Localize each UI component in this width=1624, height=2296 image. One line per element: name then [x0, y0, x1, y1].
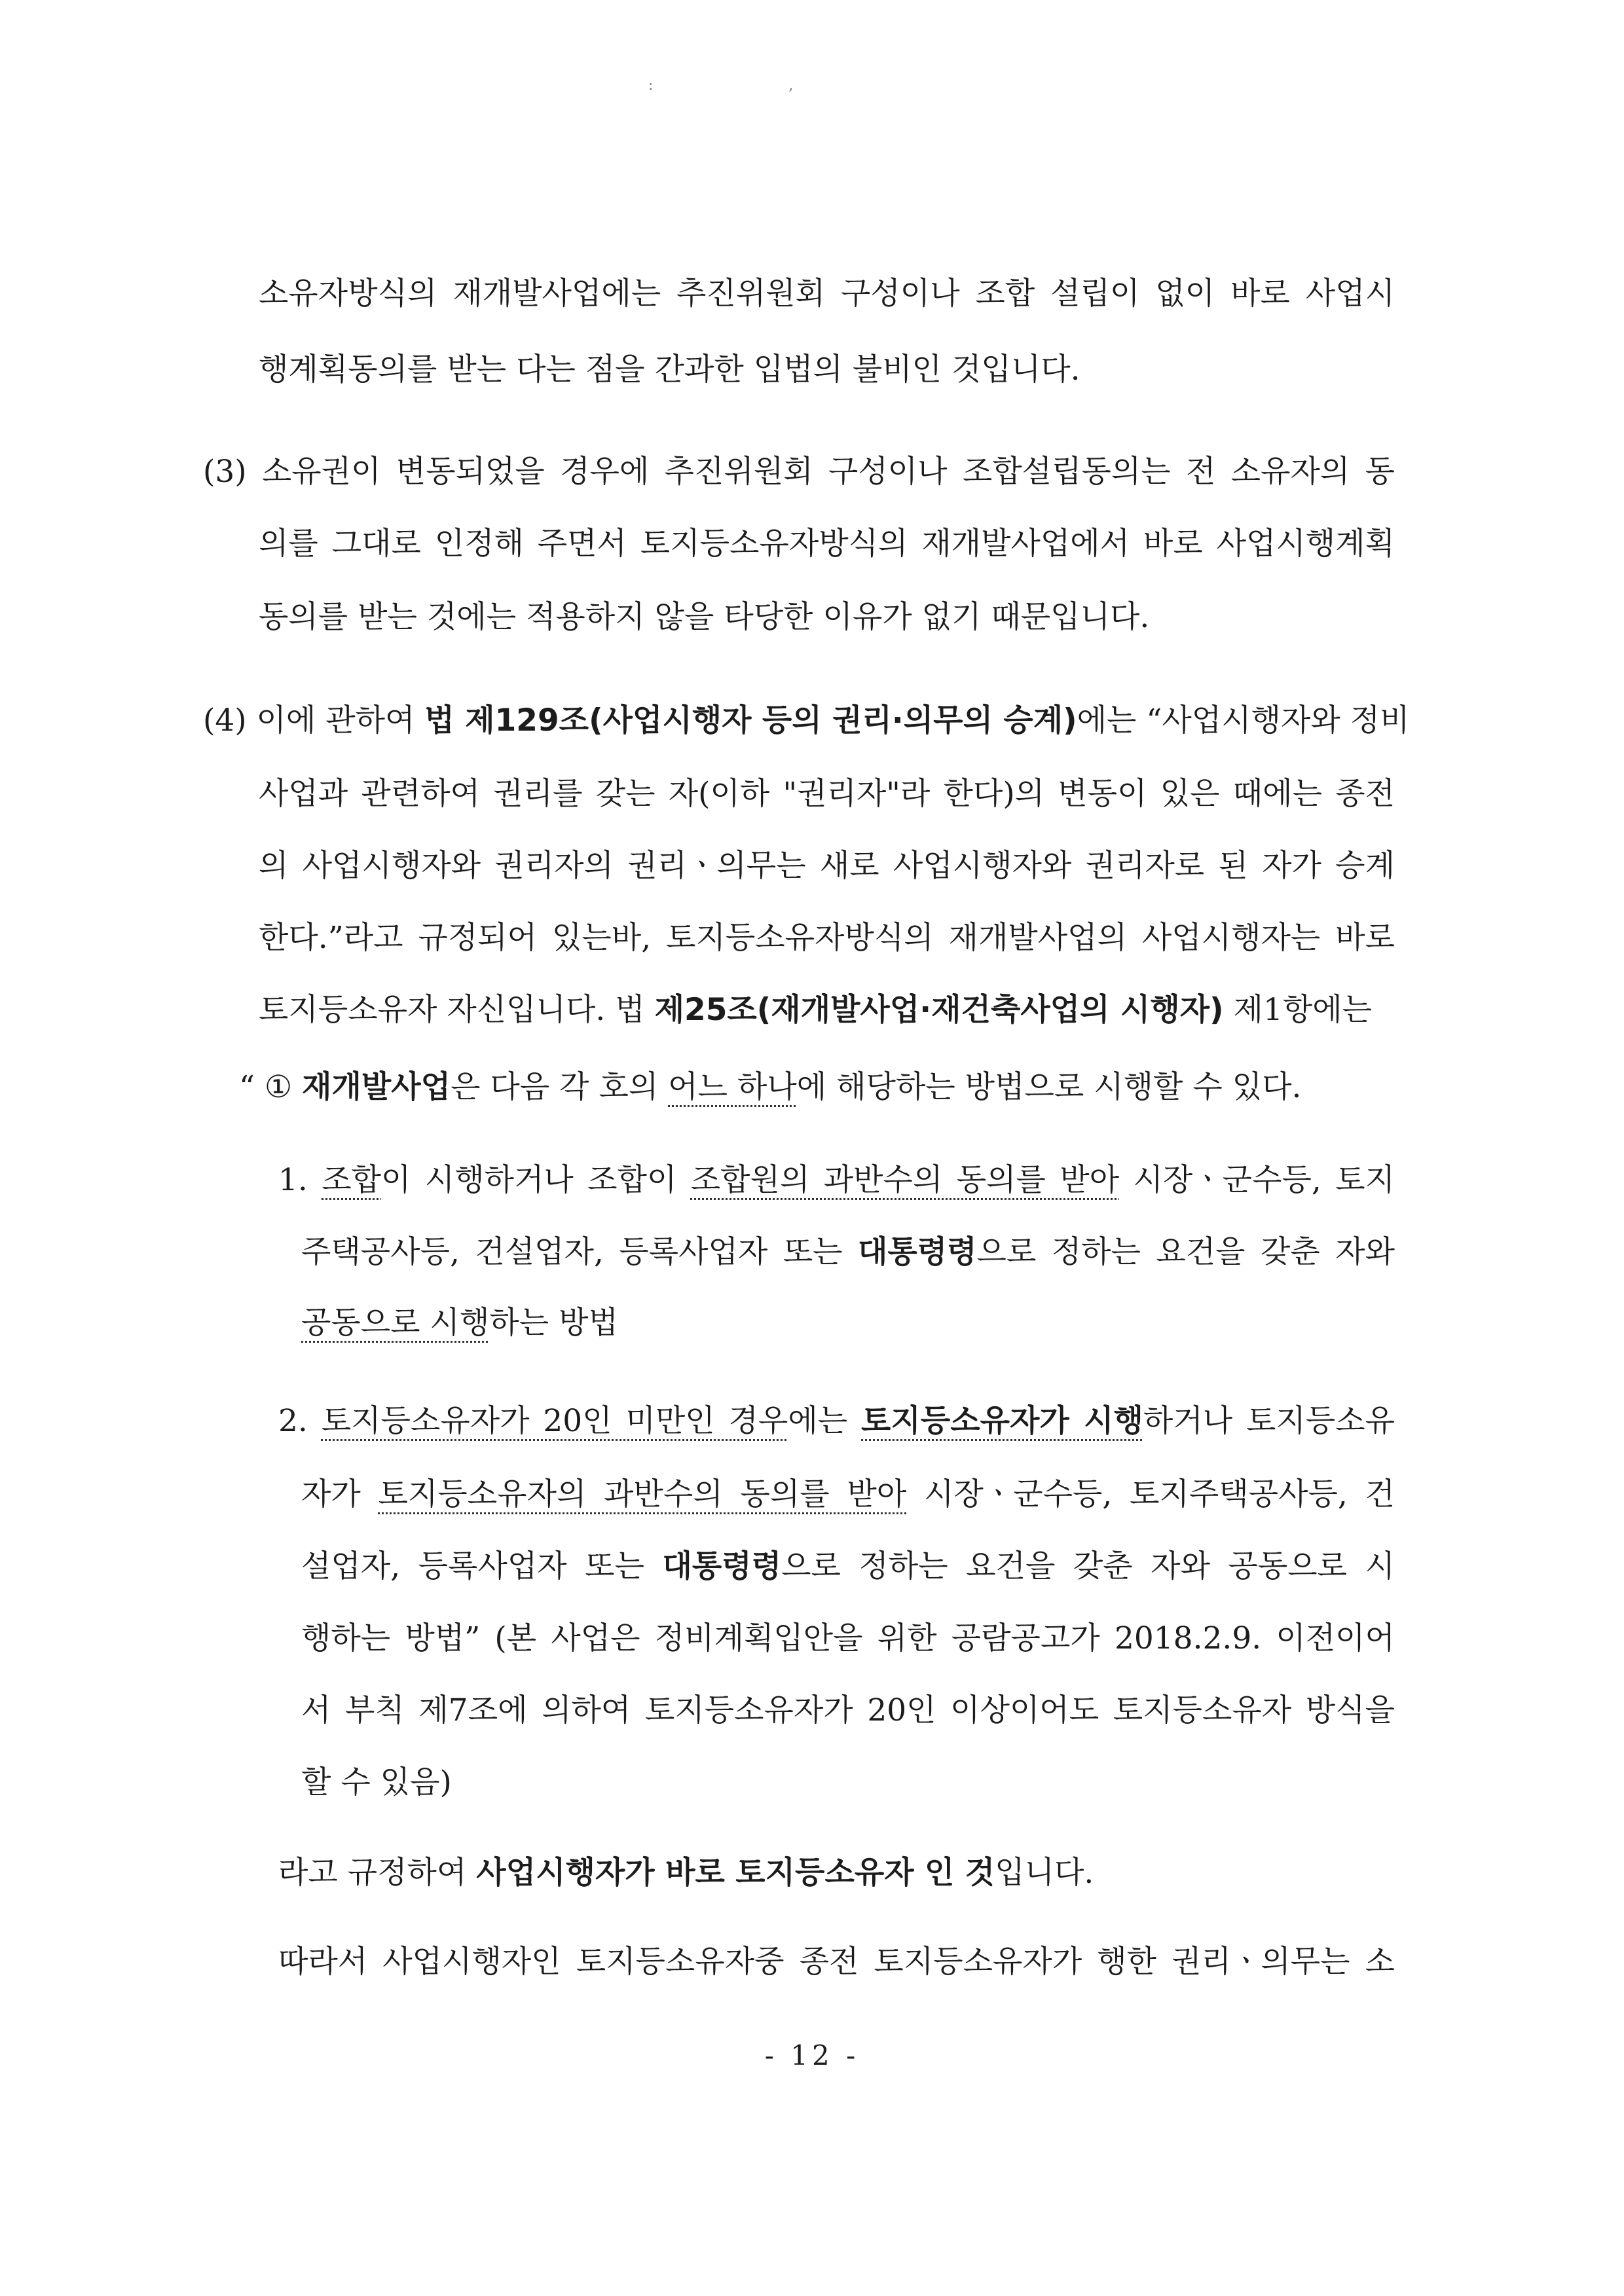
text-line: 행계획동의를 받는 다는 점을 간과한 입법의 불비인 것입니다. — [259, 352, 1080, 388]
text-span: 은 다음 각 호의 — [451, 1069, 669, 1105]
text-span: 시장ㆍ군수등, 토지주택공사등, 건 — [906, 1476, 1395, 1512]
text-line — [301, 1303, 618, 1343]
text-line: (3) 소유권이 변동되었을 경우에 추진위원회 구성이나 조합설립동의는 전 소유자의 동 — [203, 454, 1395, 490]
text-span: 라고 규정하여 — [278, 1855, 477, 1891]
text-span: 토지등소유자 자신입니다. 법 — [259, 992, 655, 1028]
text-span: 하거나 토지등소유 — [1143, 1403, 1395, 1439]
text-line: 서 부칙 제7조에 의하여 토지등소유자가 20인 이상이어도 토지등소유자 방식을 — [301, 1692, 1395, 1728]
text-line — [239, 1067, 1301, 1108]
text-span: 설업자, 등록사업자 또는 — [301, 1548, 663, 1584]
text-span: (4) 이에 관하여 — [203, 702, 425, 738]
text-line: 사업과 관련하여 권리를 갖는 자(이하 "권리자"라 한다)의 변동이 있은 때에는 종전 — [259, 776, 1395, 812]
text-line — [203, 701, 1410, 741]
text-line: 의 사업시행자와 권리자의 권리ㆍ의무는 새로 사업시행자와 권리자로 된 자가 승계 — [259, 848, 1395, 884]
law-reference: 제25조(재개발사업·재건축사업의 시행자) — [654, 992, 1224, 1028]
text-line: 동의를 받는 것에는 적용하지 않을 타당한 이유가 없기 때문입니다. — [259, 599, 1150, 635]
text-span: 주택공사등, 건설업자, 등록사업자 또는 — [301, 1234, 858, 1270]
text-line: 의를 그대로 인정해 주면서 토지등소유자방식의 재개발사업에서 바로 사업시행계획 — [259, 526, 1395, 562]
underlined-text: 공동으로 시행 — [301, 1305, 490, 1341]
text-line: 할 수 있음) — [301, 1764, 452, 1800]
underlined-text: 토지등소유자가 20인 미만인 경우 — [321, 1403, 788, 1439]
text-span: 자가 — [301, 1476, 378, 1512]
text-span: “ ① — [239, 1069, 303, 1105]
law-reference: 법 제129조(사업시행자 등의 권리·의무의 승계) — [424, 702, 1077, 738]
text-span: 으로 정하는 요건을 갖춘 자와 공동으로 시 — [781, 1548, 1395, 1584]
text-line — [278, 1160, 1395, 1201]
text-span: 으로 정하는 요건을 갖춘 자와 — [976, 1234, 1395, 1270]
text-span: 2. — [278, 1403, 322, 1439]
scan-specks: : , — [648, 77, 859, 94]
text-line: 한다.”라고 규정되어 있는바, 토지등소유자방식의 재개발사업의 사업시행자는 바로 — [259, 920, 1395, 956]
text-span: 시장ㆍ군수등, 토지 — [1119, 1162, 1395, 1198]
underlined-text: 토지등소유자의 과반수의 동의를 받아 — [378, 1476, 907, 1512]
text-line — [301, 1546, 1395, 1587]
text-span: 하는 방법 — [489, 1305, 618, 1341]
emphasis: 사업시행자가 바로 토지등소유자 인 것 — [476, 1855, 995, 1891]
text-span: 제1항에는 — [1223, 992, 1373, 1028]
text-line: 소유자방식의 재개발사업에는 추진위원회 구성이나 조합 설립이 없이 바로 사업시 — [259, 276, 1395, 312]
emphasis: 대통령령 — [662, 1548, 782, 1584]
text-line — [278, 1401, 1395, 1442]
underlined-text: 조합원의 과반수의 동의를 받아 — [690, 1162, 1120, 1198]
text-line — [301, 1232, 1395, 1273]
text-span: 에 해당하는 방법으로 시행할 수 있다. — [796, 1069, 1302, 1105]
text-span: 이 시행하거나 조합이 — [381, 1162, 691, 1198]
text-span: 1. — [278, 1162, 322, 1198]
emphasis: 토지등소유자가 시행 — [861, 1403, 1143, 1439]
text-span: 에는 “사업시행자와 정비 — [1077, 702, 1410, 738]
text-line: 따라서 사업시행자인 토지등소유자중 종전 토지등소유자가 행한 권리ㆍ의무는 소 — [278, 1944, 1395, 1980]
text-line: 행하는 방법” (본 사업은 정비계획입안을 위한 공람공고가 2018.2.9. 이전이어 — [301, 1620, 1395, 1656]
text-span: 입니다. — [995, 1855, 1094, 1891]
emphasis: 재개발사업 — [302, 1069, 451, 1105]
text-line — [278, 1853, 1094, 1893]
underlined-text: 조합 — [322, 1162, 382, 1198]
underlined-text: 어느 하나 — [668, 1069, 797, 1105]
text-line — [259, 990, 1372, 1030]
page-number: - 12 - — [764, 2039, 860, 2071]
text-span: 에는 — [788, 1403, 862, 1439]
text-line — [301, 1474, 1395, 1515]
emphasis: 대통령령 — [857, 1234, 977, 1270]
